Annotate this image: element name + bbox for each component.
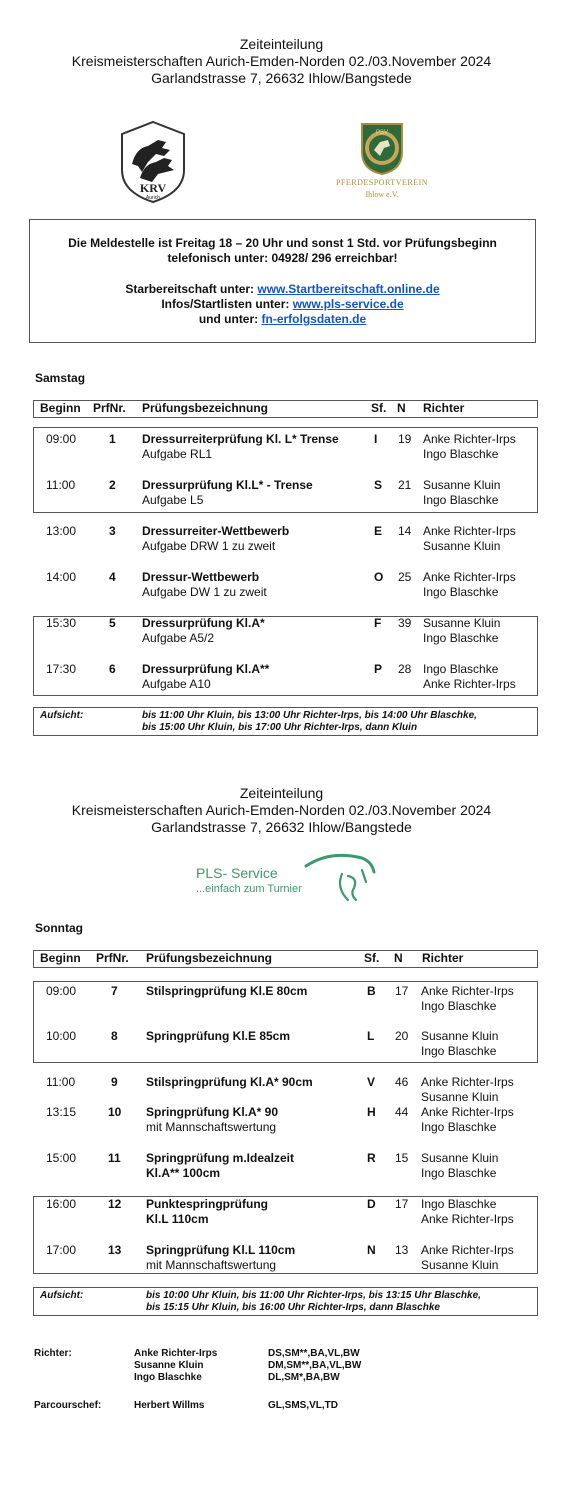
schedule-row-nr: 13 (108, 1243, 122, 1257)
schedule-row-n: 46 (395, 1075, 409, 1089)
schedule-row-time: 09:00 (46, 984, 77, 998)
schedule-row-nr: 6 (109, 662, 116, 676)
col-header-prfnr: PrfNr. (93, 401, 126, 415)
schedule-row-n: 19 (398, 432, 412, 446)
schedule-row-time: 09:00 (46, 432, 77, 446)
col-header-beginn: Beginn (40, 401, 81, 415)
schedule-row-judge-1: Anke Richter-Irps (423, 432, 516, 446)
schedule-row-time: 10:00 (46, 1029, 77, 1043)
schedule-row-sf: H (367, 1105, 376, 1119)
schedule-row-sf: V (367, 1075, 376, 1089)
schedule-row-sf: D (367, 1197, 376, 1211)
schedule-row-sf: R (367, 1151, 376, 1165)
schedule-row-time: 11:00 (46, 1075, 76, 1089)
schedule-row-sub: Aufgabe DW 1 zu zweit (142, 585, 267, 599)
schedule-row-sf: O (374, 570, 384, 584)
schedule-row-title: Punktespringprüfung (146, 1197, 268, 1211)
event-address: Garlandstrasse 7, 26632 Ihlow/Bangstede (151, 70, 412, 86)
schedule-row-judge-1: Anke Richter-Irps (421, 1075, 514, 1089)
aufsicht-line-1-sunday: bis 10:00 Uhr Kluin, bis 11:00 Uhr Richter-Irps, bis 13:15 Uhr Blaschke, (146, 1290, 481, 1301)
krv-logo (118, 120, 188, 204)
schedule-row-sub: Aufgabe A5/2 (142, 631, 215, 645)
col-header-sf: Sf. (371, 401, 387, 415)
schedule-row-nr: 4 (109, 570, 116, 584)
event-title: Kreismeisterschaften Aurich-Emden-Norden 02./03.November 2024 (71, 53, 492, 69)
schedule-row-nr: 9 (111, 1075, 118, 1089)
start-line (30, 282, 535, 297)
schedule-row-judge-2: Ingo Blaschke (421, 999, 497, 1013)
richter-list-name-2: Susanne Kluin (134, 1360, 204, 1371)
schedule-row-judge-2: Susanne Kluin (423, 539, 501, 553)
schedule-row-judge-2: Anke Richter-Irps (423, 677, 516, 691)
schedule-row-judge-1: Anke Richter-Irps (421, 984, 514, 998)
schedule-row-judge-1: Ingo Blaschke (421, 1197, 497, 1211)
infos-label: Infos/Startlisten unter: (161, 297, 290, 311)
schedule-row-judge-2: Ingo Blaschke (421, 1044, 497, 1058)
schedule-row-time: 17:30 (46, 662, 77, 676)
schedule-row-sub: mit Mannschaftswertung (146, 1258, 277, 1272)
start-link[interactable]: www.Startbereitschaft.online.de (257, 282, 440, 296)
pls-logo-slogan: ...einfach zum Turnier (196, 883, 302, 895)
schedule-row-nr: 5 (109, 616, 116, 630)
schedule-row-time: 16:00 (46, 1197, 77, 1211)
schedule-row-judge-1: Anke Richter-Irps (423, 524, 516, 538)
col-header-richter-2: Richter (422, 951, 464, 965)
schedule-row-nr: 10 (108, 1105, 122, 1119)
und-link[interactable]: fn-erfolgsdaten.de (261, 312, 367, 326)
event-title-2: Kreismeisterschaften Aurich-Emden-Norden 02./03.November 2024 (71, 802, 492, 818)
schedule-row-n: 14 (398, 524, 412, 538)
schedule-row-judge-1: Anke Richter-Irps (421, 1243, 514, 1257)
aufsicht-line-2-saturday: bis 15:00 Uhr Kluin, bis 17:00 Uhr Richter-Irps, dann Kluin (142, 722, 418, 733)
schedule-row-n: 28 (398, 662, 412, 676)
infos-line (30, 297, 535, 312)
schedule-row-title: Springprüfung m.Idealzeit (146, 1151, 295, 1165)
schedule-row-title: Dressurreiterprüfung Kl. L* Trense (142, 432, 339, 446)
schedule-row-judge-2: Ingo Blaschke (423, 585, 499, 599)
und-line (30, 312, 535, 327)
schedule-row-n: 17 (395, 984, 409, 998)
schedule-row-title-2: Kl.A** 100cm (146, 1166, 221, 1180)
schedule-row-time: 15:30 (46, 616, 77, 630)
schedule-row-nr: 2 (109, 478, 116, 492)
schedule-row-title: Springprüfung Kl.A* 90 (146, 1105, 278, 1119)
info-box (29, 219, 536, 343)
schedule-row-nr: 12 (108, 1197, 122, 1211)
parcourschef-name: Herbert Willms (134, 1400, 205, 1411)
schedule-row-sf: P (374, 662, 383, 676)
schedule-row-judge-2: Susanne Kluin (421, 1258, 499, 1272)
richter-list-label: Richter: (34, 1348, 72, 1359)
schedule-row-n: 21 (398, 478, 412, 492)
schedule-row-sf: S (374, 478, 383, 492)
schedule-row-sf: F (374, 616, 382, 630)
info-line-2: telefonisch unter: 04928/ 296 erreichbar! (167, 251, 398, 265)
psv-logo (352, 116, 412, 176)
schedule-row-time: 17:00 (46, 1243, 77, 1257)
schedule-row-title: Springprüfung Kl.E 85cm (146, 1029, 291, 1043)
schedule-row-time: 11:00 (46, 478, 76, 492)
col-header-bez-2: Prüfungsbezeichnung (146, 951, 272, 965)
pls-logo-name: PLS- Service (196, 865, 278, 881)
day-label-sunday: Sonntag (35, 921, 83, 935)
schedule-row-time: 13:15 (46, 1105, 77, 1119)
schedule-row-sub: Aufgabe DRW 1 zu zweit (142, 539, 276, 553)
schedule-row-time: 14:00 (46, 570, 77, 584)
schedule-row-judge-2: Ingo Blaschke (423, 631, 499, 645)
schedule-row-judge-1: Anke Richter-Irps (421, 1105, 514, 1119)
schedule-row-n: 20 (395, 1029, 409, 1043)
aufsicht-line-2-sunday: bis 15:15 Uhr Kluin, bis 16:00 Uhr Richter-Irps, dann Blaschke (146, 1302, 440, 1313)
psv-logo-name: PFERDESPORTVEREIN (335, 178, 429, 187)
schedule-row-n: 17 (395, 1197, 409, 1211)
richter-list-quali-1: DS,SM**,BA,VL,BW (268, 1348, 360, 1359)
schedule-row-sf: N (367, 1243, 376, 1257)
parcourschef-label: Parcourschef: (34, 1400, 102, 1411)
krv-logo-sub: Aurich (145, 195, 161, 201)
schedule-row-n: 44 (395, 1105, 409, 1119)
schedule-row-judge-1: Susanne Kluin (421, 1029, 499, 1043)
schedule-row-title: Stilspringprüfung Kl.E 80cm (146, 984, 308, 998)
schedule-row-nr: 11 (108, 1151, 121, 1165)
schedule-row-judge-2: Anke Richter-Irps (421, 1212, 514, 1226)
infos-link[interactable]: www.pls-service.de (292, 297, 404, 311)
schedule-row-nr: 1 (109, 432, 116, 446)
schedule-row-sf: I (374, 432, 378, 446)
schedule-row-title: Dressur-Wettbewerb (142, 570, 260, 584)
richter-list-quali-2: DM,SM**,BA,VL,BW (268, 1360, 362, 1371)
psv-badge-text: PSV (375, 130, 389, 136)
day-label-saturday: Samstag (35, 371, 86, 385)
aufsicht-label-saturday: Aufsicht: (40, 710, 84, 721)
schedule-row-n: 15 (395, 1151, 409, 1165)
schedule-row-judge-2: Susanne Kluin (421, 1090, 499, 1104)
page-title-2: Zeiteinteilung (239, 785, 324, 801)
schedule-row-n: 25 (398, 570, 412, 584)
schedule-row-nr: 8 (111, 1029, 118, 1043)
col-header-n-2: N (394, 951, 403, 965)
page-title: Zeiteinteilung (239, 36, 324, 52)
col-header-richter: Richter (423, 401, 465, 415)
schedule-row-judge-2: Ingo Blaschke (421, 1120, 497, 1134)
krv-logo-text: KRV (139, 181, 167, 195)
col-header-sf-2: Sf. (364, 951, 380, 965)
schedule-row-title: Dressurprüfung Kl.L* - Trense (142, 478, 313, 492)
aufsicht-line-1-saturday: bis 11:00 Uhr Kluin, bis 13:00 Uhr Richter-Irps, bis 14:00 Uhr Blaschke, (142, 710, 477, 721)
schedule-row-title: Dressurreiter-Wettbewerb (142, 524, 290, 538)
schedule-row-sf: L (367, 1029, 375, 1043)
schedule-row-title-2: Kl.L 110cm (146, 1212, 209, 1226)
schedule-row-sf: B (367, 984, 376, 998)
schedule-row-judge-2: Ingo Blaschke (423, 447, 499, 461)
schedule-row-judge-1: Susanne Kluin (421, 1151, 499, 1165)
und-label: und unter: (198, 312, 259, 326)
start-label: Starbereitschaft unter: (125, 282, 255, 296)
pls-horse-icon (300, 848, 380, 908)
col-header-n: N (397, 401, 406, 415)
info-line-1: Die Meldestelle ist Freitag 18 – 20 Uhr und sonst 1 Std. vor Prüfungsbeginn (68, 236, 497, 250)
parcourschef-quali: GL,SMS,VL,TD (268, 1400, 338, 1411)
schedule-row-judge-1: Susanne Kluin (423, 616, 501, 630)
col-header-prfnr-2: PrfNr. (96, 951, 129, 965)
schedule-row-judge-1: Anke Richter-Irps (423, 570, 516, 584)
schedule-row-nr: 3 (109, 524, 116, 538)
aufsicht-label-sunday: Aufsicht: (40, 1290, 84, 1301)
event-address-2: Garlandstrasse 7, 26632 Ihlow/Bangstede (151, 819, 412, 835)
schedule-row-sub: Aufgabe RL1 (142, 447, 213, 461)
richter-list-name-1: Anke Richter-Irps (134, 1348, 218, 1359)
schedule-row-n: 39 (398, 616, 412, 630)
schedule-row-judge-2: Ingo Blaschke (423, 493, 499, 507)
schedule-row-sub: Aufgabe L5 (142, 493, 204, 507)
schedule-row-title: Stilspringprüfung Kl.A* 90cm (146, 1075, 313, 1089)
schedule-row-n: 13 (395, 1243, 409, 1257)
psv-logo-place: Ihlow e.V. (365, 190, 399, 199)
schedule-row-sub: Aufgabe A10 (142, 677, 211, 691)
richter-list-quali-3: DL,SM*,BA,BW (268, 1372, 340, 1383)
richter-list-name-3: Ingo Blaschke (134, 1372, 202, 1383)
schedule-row-title: Dressurprüfung Kl.A* (142, 616, 265, 630)
schedule-row-judge-1: Ingo Blaschke (423, 662, 499, 676)
schedule-row-title: Dressurprüfung Kl.A** (142, 662, 270, 676)
col-header-beginn-2: Beginn (40, 951, 81, 965)
schedule-row-nr: 7 (111, 984, 118, 998)
schedule-row-sub: mit Mannschaftswertung (146, 1120, 277, 1134)
schedule-row-time: 15:00 (46, 1151, 77, 1165)
schedule-row-time: 13:00 (46, 524, 77, 538)
schedule-row-sf: E (374, 524, 383, 538)
schedule-row-title: Springprüfung Kl.L 110cm (146, 1243, 296, 1257)
col-header-bez: Prüfungsbezeichnung (142, 401, 268, 415)
schedule-row-judge-2: Ingo Blaschke (421, 1166, 497, 1180)
schedule-row-judge-1: Susanne Kluin (423, 478, 501, 492)
